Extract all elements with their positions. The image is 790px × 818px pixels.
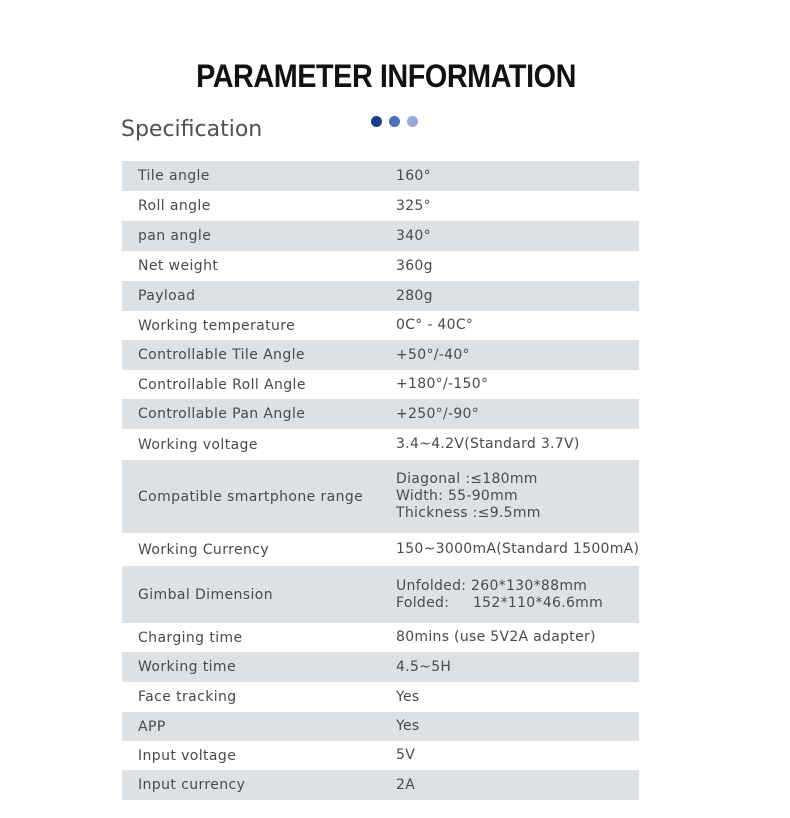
spec-label: Working voltage bbox=[138, 436, 258, 453]
table-row bbox=[122, 311, 639, 340]
table-row bbox=[122, 623, 639, 652]
dot-1 bbox=[371, 116, 382, 127]
section-heading: Specification bbox=[121, 117, 263, 142]
spec-value-line: 280g bbox=[396, 287, 433, 304]
spec-label: Controllable Tile Angle bbox=[138, 347, 305, 363]
spec-value bbox=[396, 533, 639, 566]
dot-3 bbox=[407, 116, 418, 127]
spec-value bbox=[396, 429, 580, 460]
spec-value-line: Yes bbox=[396, 688, 420, 705]
spec-value bbox=[396, 652, 451, 682]
spec-label: Controllable Roll Angle bbox=[138, 376, 306, 393]
spec-value-line: 160° bbox=[396, 167, 431, 184]
table-row bbox=[122, 281, 639, 311]
spec-value bbox=[396, 460, 541, 533]
spec-value bbox=[396, 623, 596, 652]
spec-value-line: Folded: 152*110*46.6mm bbox=[396, 594, 604, 611]
dot-2 bbox=[389, 116, 400, 127]
table-row bbox=[122, 770, 639, 800]
spec-value-line: 0C° - 40C° bbox=[396, 317, 474, 333]
table-row bbox=[122, 533, 639, 566]
table-row bbox=[122, 191, 639, 221]
table-row bbox=[122, 566, 639, 623]
page-title: PARAMETER INFORMATION bbox=[196, 58, 576, 94]
spec-label: Controllable Pan Angle bbox=[138, 406, 306, 422]
spec-value-line: +50°/-40° bbox=[396, 346, 470, 363]
spec-label: Charging time bbox=[138, 629, 243, 646]
table-row bbox=[122, 682, 639, 712]
spec-label: APP bbox=[138, 718, 166, 735]
table-row bbox=[122, 429, 639, 460]
spec-value-line: 150~3000mA(Standard 1500mA) bbox=[396, 541, 640, 557]
spec-value-line: Yes bbox=[396, 718, 420, 734]
spec-value-line: 2A bbox=[396, 776, 416, 793]
spec-label: Compatible smartphone range bbox=[138, 488, 364, 505]
spec-value bbox=[396, 340, 470, 370]
spec-value bbox=[396, 161, 431, 191]
spec-label: Face tracking bbox=[138, 689, 237, 705]
table-row bbox=[122, 221, 639, 251]
table-row bbox=[122, 741, 639, 770]
spec-label: Working time bbox=[138, 659, 236, 675]
spec-value bbox=[396, 682, 420, 712]
table-row bbox=[122, 712, 639, 741]
table-row bbox=[122, 161, 639, 191]
spec-label: Net weight bbox=[138, 258, 219, 274]
table-row bbox=[122, 251, 639, 281]
spec-value bbox=[396, 191, 431, 221]
spec-value bbox=[396, 281, 433, 311]
spec-label: Working temperature bbox=[138, 317, 296, 334]
spec-value-line: 340° bbox=[396, 227, 431, 244]
spec-label: Gimbal Dimension bbox=[138, 586, 273, 603]
spec-value bbox=[396, 741, 415, 770]
spec-value-line: 325° bbox=[396, 197, 431, 214]
table-row bbox=[122, 340, 639, 370]
spec-value bbox=[396, 712, 420, 741]
table-row bbox=[122, 370, 639, 399]
spec-value-line: 3.4~4.2V(Standard 3.7V) bbox=[396, 436, 580, 452]
table-row bbox=[122, 399, 639, 429]
spec-label: Input voltage bbox=[138, 747, 237, 764]
spec-value-line: Unfolded: 260*130*88mm bbox=[396, 577, 588, 594]
spec-label: Tile angle bbox=[138, 168, 210, 184]
spec-value-line: Width: 55-90mm bbox=[396, 488, 518, 504]
spec-value bbox=[396, 221, 431, 251]
spec-label: Roll angle bbox=[138, 198, 211, 214]
spec-value bbox=[396, 311, 473, 340]
decorative-dots bbox=[371, 116, 418, 127]
spec-value bbox=[396, 399, 479, 429]
spec-label: Payload bbox=[138, 288, 196, 304]
spec-label: Input currency bbox=[138, 777, 246, 793]
spec-value-line: 80mins (use 5V2A adapter) bbox=[396, 629, 596, 645]
spec-value bbox=[396, 770, 415, 800]
table-row bbox=[122, 460, 639, 533]
spec-value bbox=[396, 370, 488, 399]
spec-value bbox=[396, 251, 433, 281]
spec-value-line: 4.5~5H bbox=[396, 658, 452, 675]
table-row bbox=[122, 652, 639, 682]
spec-value-line: 360g bbox=[396, 257, 433, 274]
spec-label: Working Currency bbox=[138, 541, 270, 558]
spec-value-line: Diagonal :≤180mm bbox=[396, 471, 538, 487]
spec-label: pan angle bbox=[138, 228, 212, 244]
spec-value-line: +250°/-90° bbox=[396, 405, 480, 422]
spec-value-line: 5V bbox=[396, 747, 416, 763]
spec-value bbox=[396, 566, 603, 623]
spec-value-line: +180°/-150° bbox=[396, 376, 489, 392]
spec-value-line: Thickness :≤9.5mm bbox=[396, 505, 541, 521]
